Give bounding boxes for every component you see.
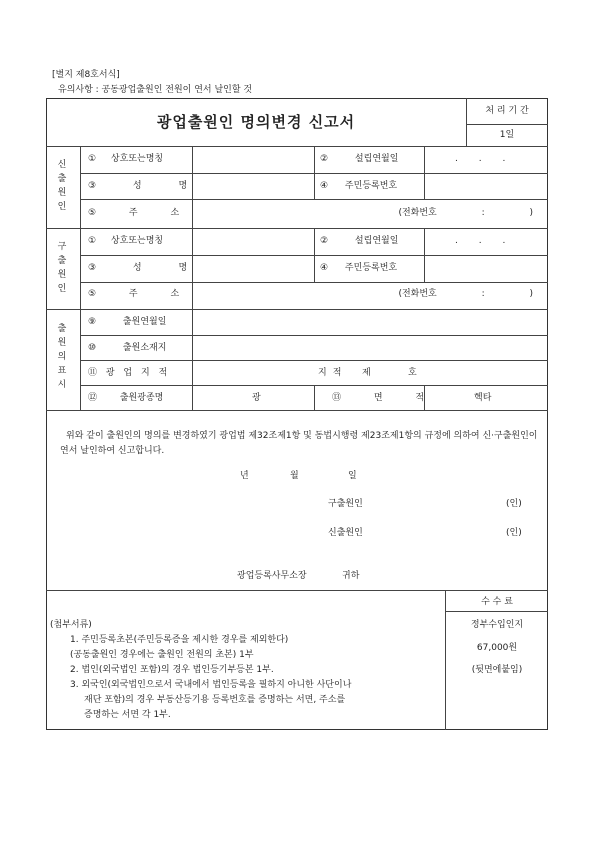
map-no-label: 제 — [362, 368, 371, 378]
rule-row-6-top — [80, 282, 548, 283]
attachment-item-2: 2. 법인(외국법인 포함)의 경우 법인등기부등본 1부. — [70, 665, 274, 675]
mining-area-label: ⑪ 광 업 지 적 — [88, 368, 168, 378]
rule-fee-divider — [445, 611, 548, 612]
old-trade-name-label: ① 상호또는명칭 — [88, 236, 164, 246]
declaration-month: 월 — [290, 471, 299, 481]
declaration-text: 위와 같이 출원인의 명의를 변경하였기 광업법 제32조제1항 및 동법시행령 제23조제1항의 규정에 의하여 신·구출원인이 연서 날인하여 신고합니다. — [60, 431, 538, 456]
old-resident-no-label: ④ 주민등록번호 — [320, 263, 398, 273]
rule-row-1-top — [46, 146, 548, 147]
processing-label: 처 리 기 간 — [485, 106, 529, 116]
new-signer-seal: (인) — [506, 528, 522, 538]
rule-row-8-top — [80, 335, 548, 336]
filing-date-label: ⑨ 출원연월일 — [88, 317, 167, 327]
map-no-suffix: 호 — [408, 368, 417, 378]
new-applicant-section-label: 신출원인 — [57, 160, 67, 212]
declaration-year: 년 — [240, 471, 249, 481]
rule-fee-col — [445, 590, 446, 730]
rule-label-col-2b — [424, 228, 425, 282]
new-phone: (전화번호 : ) — [398, 208, 533, 218]
old-applicant-section-label: 구출원인 — [57, 242, 67, 294]
addressee-suffix: 귀하 — [342, 571, 360, 581]
fee-label: 수 수 료 — [481, 597, 513, 607]
rule-section-2-top — [46, 228, 548, 229]
new-resident-no-label: ④ 주민등록번호 — [320, 181, 398, 191]
rule-section-label-col — [80, 146, 81, 410]
new-established-date: . . . — [455, 154, 506, 164]
new-name-label: ③ 성 명 — [88, 181, 188, 191]
instruction-note: 유의사항 : 공동광업출원인 전원이 연서 날인할 것 — [58, 85, 253, 95]
old-signer-seal: (인) — [506, 499, 522, 509]
attachment-item-3-cont-2: 증명하는 서면 각 1부. — [84, 710, 171, 720]
rule-label-col-2a — [424, 146, 425, 199]
new-trade-name-label: ① 상호또는명칭 — [88, 154, 164, 164]
map-sheet-label: 지적 — [318, 368, 348, 378]
rule-row-3-top — [80, 199, 548, 200]
rule-label-col-2c — [424, 385, 425, 410]
old-established-date: . . . — [455, 236, 506, 246]
attachment-item-3-cont-1: 재단 포함)의 경우 부동산등기용 등록번호를 증명하는 서면, 주소를 — [84, 695, 346, 705]
rule-mid-col-c — [314, 385, 315, 410]
form-title: 광업출원인 명의변경 신고서 — [156, 113, 356, 131]
old-name-label: ③ 성 명 — [88, 263, 188, 273]
attachment-item-3: 3. 외국인(외국법인으로서 국내에서 법인등록을 필하지 아니한 사단이나 — [70, 680, 352, 690]
mineral-label: ⑫ 출원광종명 — [88, 393, 164, 403]
title-divider — [466, 98, 467, 146]
addressee: 광업등록사무소장 — [237, 571, 307, 581]
processing-value: 1일 — [499, 130, 515, 140]
attachment-item-1-cont: (공동출원인 경우에는 출원인 전원의 초본) 1부 — [70, 650, 254, 660]
rule-mid-col-b — [314, 228, 315, 282]
claim-section-label: 출원의표시 — [57, 324, 67, 390]
rule-mid-col-a — [314, 146, 315, 199]
fee-stamp: 정부수입인지 — [470, 620, 524, 630]
attachments-heading: (첨부서류) — [50, 620, 92, 630]
mineral-unit: 광 — [252, 393, 261, 403]
rule-row-9-top — [80, 360, 548, 361]
old-phone: (전화번호 : ) — [398, 289, 533, 299]
fee-note: (뒷면에붙임) — [471, 665, 523, 675]
area-label: ⑬ 면 적 — [332, 393, 425, 403]
form-number: [별지 제8호서식] — [52, 70, 120, 80]
new-signer-label: 신출원인 — [328, 528, 363, 538]
rule-declaration-top — [46, 410, 548, 411]
new-established-label: ② 설립연월일 — [320, 154, 399, 164]
declaration-day: 일 — [348, 471, 357, 481]
old-signer-label: 구출원인 — [328, 499, 363, 509]
old-established-label: ② 설립연월일 — [320, 236, 399, 246]
rule-section-3-top — [46, 309, 548, 310]
old-address-label: ⑤ 주 소 — [88, 289, 180, 299]
filing-location-label: ⑩ 출원소재지 — [88, 343, 167, 353]
processing-divider — [466, 124, 548, 125]
rule-label-col-1 — [192, 146, 193, 410]
area-unit: 헥타 — [474, 393, 492, 403]
attachment-item-1: 1. 주민등록초본(주민등록증을 제시한 경우를 제외한다) — [70, 635, 289, 645]
new-address-label: ⑤ 주 소 — [88, 208, 180, 218]
rule-attachments-top — [46, 590, 548, 591]
fee-amount: 67,000원 — [476, 643, 518, 653]
